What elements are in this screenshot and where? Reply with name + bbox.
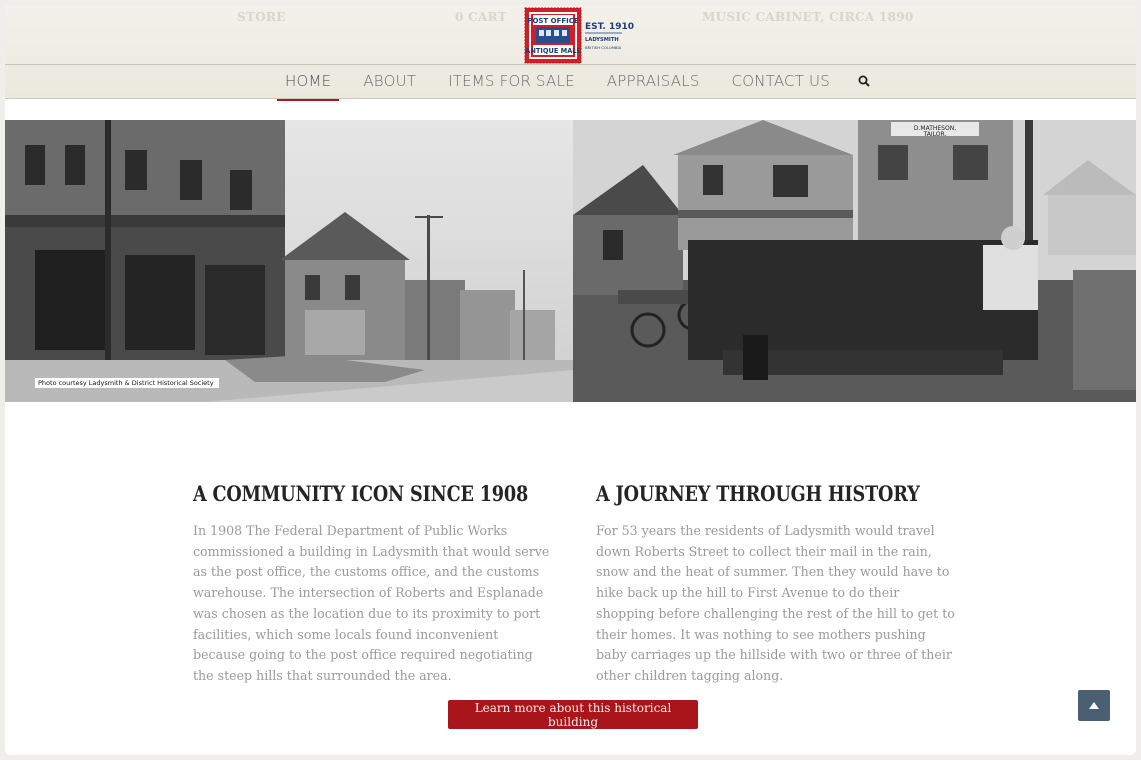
tailor-sign-line2: TAILOR. <box>923 131 947 138</box>
logo-est: EST. 1910 <box>585 22 635 32</box>
search-button[interactable] <box>854 66 874 96</box>
learn-more-button[interactable]: Learn more about this historical building <box>448 700 698 729</box>
history-heading: A JOURNEY THROUGH HISTORY <box>596 481 920 506</box>
store-link[interactable]: STORE <box>237 10 286 24</box>
logo-text-line1: POST OFFICE <box>527 17 579 25</box>
photo-credit: Photo courtesy Ladysmith & District Historical Society <box>35 378 219 388</box>
community-icon-text: In 1908 The Federal Department of Public Works commissioned a building in Ladysmith that would serve as the post office, the customs office, and the customs warehouse. The intersection of Roberts and Esplanade was chosen as the location due to its proximity to port facilities, which some locals found inconvenient because going to the post office required negotiating the steep hills that surrounded the area. <box>193 523 550 683</box>
historic-crowd-photo <box>573 120 1136 402</box>
page <box>5 5 1136 755</box>
featured-item-link[interactable]: MUSIC CABINET, CIRCA 1890 <box>702 10 914 24</box>
search-icon <box>858 75 870 87</box>
logo-town: LADYSMITH <box>585 37 619 43</box>
nav-about[interactable]: ABOUT <box>363 72 417 90</box>
historic-street-photo <box>5 120 573 402</box>
tailor-sign-line1: D.MATHESON, <box>913 125 957 132</box>
nav-items-for-sale[interactable]: ITEMS FOR SALE <box>448 72 575 90</box>
logo-text-line2: ANTIQUE MALL <box>525 47 581 55</box>
cart-link[interactable]: 0 CART <box>455 10 507 24</box>
history-section <box>596 481 956 687</box>
hero-banner <box>5 120 1136 402</box>
site-header <box>5 5 1136 99</box>
nav-home[interactable]: HOME <box>277 66 339 99</box>
chevron-up-icon <box>1089 702 1099 709</box>
historic-street-image <box>5 120 573 402</box>
community-icon-heading: A COMMUNITY ICON SINCE 1908 <box>193 481 529 506</box>
nav-appraisals[interactable]: APPRAISALS <box>606 72 700 90</box>
nav-contact-us[interactable]: CONTACT US <box>731 72 830 90</box>
history-text: For 53 years the residents of Ladysmith would travel down Roberts Street to collect their mail in the rain, snow and the heat of summer. Then they would have to hike back up the hill to First Avenue to do their shopping before challenging the rest of the hill to get to their homes. It was nothing to see mothers pushing baby carriages up the hillside with two or three of their other children tagging along. <box>596 523 955 683</box>
top-bar <box>5 5 1136 65</box>
logo-province: BRITISH COLUMBIA <box>585 45 622 50</box>
historic-crowd-image <box>573 120 1136 402</box>
community-icon-section <box>193 481 553 687</box>
main-nav <box>5 66 1136 99</box>
post-office-antique-mall-logo[interactable] <box>524 7 635 63</box>
back-to-top-button[interactable] <box>1078 690 1110 721</box>
